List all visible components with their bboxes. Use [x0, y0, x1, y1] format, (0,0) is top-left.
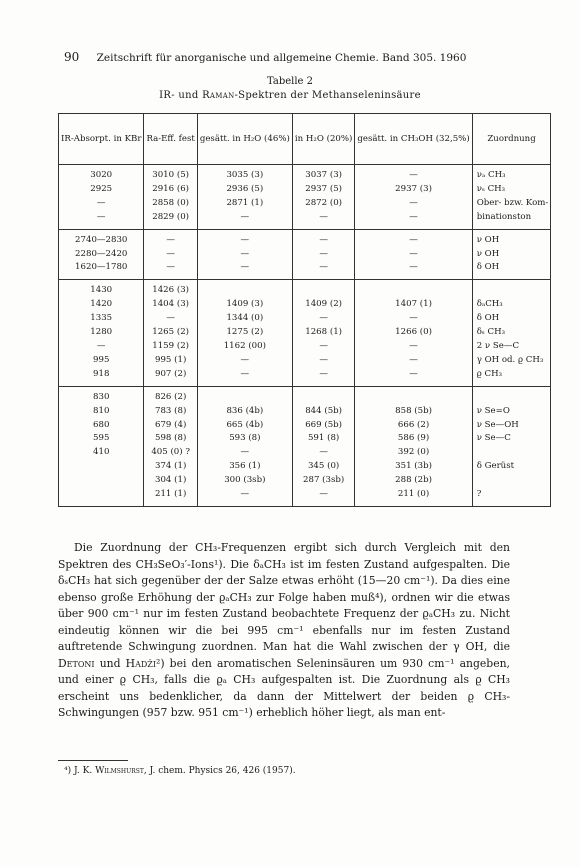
- page-number: 90: [64, 50, 80, 64]
- table-cell: —: [144, 248, 197, 262]
- table-row: [59, 248, 551, 262]
- table-cell: 836 (4b): [197, 405, 292, 419]
- table-cell: 1426 (3): [144, 280, 197, 298]
- table-cell: 1409 (3): [197, 298, 292, 312]
- table-cell: —: [292, 248, 355, 262]
- table-header-row: [59, 114, 551, 165]
- col-header-assignment: Zuordnung: [472, 114, 551, 165]
- table-cell: ν OH: [472, 248, 551, 262]
- table-row: [59, 386, 551, 404]
- table-cell: 356 (1): [197, 460, 292, 474]
- table-cell: —: [197, 211, 292, 229]
- table-cell: 1404 (3): [144, 298, 197, 312]
- table-cell: 304 (1): [144, 474, 197, 488]
- table-cell: —: [59, 197, 144, 211]
- table-cell: 669 (5b): [292, 419, 355, 433]
- table-cell: —: [355, 229, 472, 247]
- table-cell: 2916 (6): [144, 183, 197, 197]
- col-header-ir: IR-Absorpt. in KBr: [59, 114, 144, 165]
- table-cell: —: [355, 165, 472, 183]
- table-row: [59, 229, 551, 247]
- table-cell: 586 (9): [355, 432, 472, 446]
- table-cell: 1420: [59, 298, 144, 312]
- paragraph: Die Zuordnung der CH₃-Frequenzen ergibt sich durch Vergleich mit den Spektren des CH₃SeO₃′-Ions¹). Die δₐCH₃ ist im festen Zustand aufgespalten. Die δₛCH₃ hat sich gegenüber der der Salze etwas erhöht (15—20 cm⁻¹). Da dies eine ebenso große Erhöhung der ϱₐCH₃ zur Folge haben muß⁴), ordnen wir die etwas über 900 cm⁻¹ nur im festen Zustand beobachtete Frequenz der ϱₐCH₃ zu. Nicht eindeutig können wir die bei 995 cm⁻¹ ebenfalls nur im festen Zustand auftretende Schwingung zuordnen. Man hat die Wahl zwischen der γ OH, die Detoni und Hadži²) bei den aromatischen Seleninsäuren um 930 cm⁻¹ angeben, und einer ϱ CH₃, falls die ϱₐ CH₃ aufgespalten ist. Die Zuordnung als ϱ CH₃ erscheint uns bedenklicher, da dann der Mittelwert der beiden ϱ CH₃-Schwingungen (957 bzw. 951 cm⁻¹) erheblich höher liegt, als man ent-: [58, 541, 510, 719]
- table-row: [59, 446, 551, 460]
- table-cell: 288 (2b): [355, 474, 472, 488]
- table-group: [59, 229, 551, 280]
- table-cell: ν Se—C: [472, 432, 551, 446]
- table-cell: 1275 (2): [197, 326, 292, 340]
- table-cell: 907 (2): [144, 368, 197, 386]
- table-row: [59, 488, 551, 506]
- table-row: [59, 326, 551, 340]
- table-cell: 679 (4): [144, 419, 197, 433]
- table-cell: —: [355, 368, 472, 386]
- table-cell: —: [292, 354, 355, 368]
- table-cell: —: [355, 211, 472, 229]
- table-cell: —: [292, 488, 355, 506]
- table-cell: —: [197, 446, 292, 460]
- table-cell: —: [355, 248, 472, 262]
- table-cell: γ OH od. ϱ CH₃: [472, 354, 551, 368]
- table-cell: 995 (1): [144, 354, 197, 368]
- table-cell: 810: [59, 405, 144, 419]
- table-cell: —: [292, 340, 355, 354]
- table-cell: 591 (8): [292, 432, 355, 446]
- table-cell: 374 (1): [144, 460, 197, 474]
- table-cell: 3037 (3): [292, 165, 355, 183]
- table-cell: δₐCH₃: [472, 298, 551, 312]
- table-cell: 783 (8): [144, 405, 197, 419]
- table-cell: —: [355, 261, 472, 279]
- table-cell: 211 (0): [355, 488, 472, 506]
- table-cell: —: [292, 446, 355, 460]
- table-cell: [59, 488, 144, 506]
- table-cell: 826 (2): [144, 386, 197, 404]
- table-group: [59, 280, 551, 386]
- table-cell: —: [59, 211, 144, 229]
- col-header-h2o-saturated: gesätt. in H₂O (46%): [197, 114, 292, 165]
- table-row: [59, 368, 551, 386]
- table-cell: 2937 (3): [355, 183, 472, 197]
- table-cell: 1407 (1): [355, 298, 472, 312]
- table-cell: [472, 474, 551, 488]
- spectra-table: [58, 113, 551, 507]
- table-cell: 2280—2420: [59, 248, 144, 262]
- table-cell: —: [355, 340, 472, 354]
- table-cell: [355, 280, 472, 298]
- table-cell: Ober- bzw. Kom-: [472, 197, 551, 211]
- table-cell: —: [355, 312, 472, 326]
- table-cell: 1344 (0): [197, 312, 292, 326]
- footnote-rule: [58, 760, 128, 761]
- table-cell: [292, 280, 355, 298]
- table-cell: —: [144, 312, 197, 326]
- table-cell: 2872 (0): [292, 197, 355, 211]
- table-cell: 2 ν Se—C: [472, 340, 551, 354]
- table-cell: 680: [59, 419, 144, 433]
- table-cell: —: [197, 261, 292, 279]
- table-cell: 3035 (3): [197, 165, 292, 183]
- table-cell: 1266 (0): [355, 326, 472, 340]
- table-cell: [472, 386, 551, 404]
- table-caption: Tabelle 2: [266, 76, 314, 87]
- table-cell: δₛ CH₃: [472, 326, 551, 340]
- table-row: [59, 419, 551, 433]
- table-title: IR- und Raman-Spektren der Methanseleninsäure: [159, 90, 421, 101]
- table-cell: —: [197, 248, 292, 262]
- table-cell: 2937 (5): [292, 183, 355, 197]
- col-header-h2o-20: in H₂O (20%): [292, 114, 355, 165]
- table-cell: —: [355, 197, 472, 211]
- table-cell: 844 (5b): [292, 405, 355, 419]
- table-cell: 1409 (2): [292, 298, 355, 312]
- table-row: [59, 405, 551, 419]
- table-row: [59, 211, 551, 229]
- table-cell: ν Se=O: [472, 405, 551, 419]
- table-cell: 666 (2): [355, 419, 472, 433]
- table-cell: binationston: [472, 211, 551, 229]
- table-row: [59, 474, 551, 488]
- table-row: [59, 340, 551, 354]
- table-cell: 1620—1780: [59, 261, 144, 279]
- table-cell: ν Se—OH: [472, 419, 551, 433]
- col-header-raman: Ra-Eff. fest: [144, 114, 197, 165]
- table-cell: —: [197, 368, 292, 386]
- table-row: [59, 432, 551, 446]
- table-cell: 2858 (0): [144, 197, 197, 211]
- body-text: [58, 540, 510, 722]
- table-cell: 665 (4b): [197, 419, 292, 433]
- table-row: [59, 197, 551, 211]
- table-cell: [472, 280, 551, 298]
- table-cell: —: [292, 229, 355, 247]
- table-cell: [59, 460, 144, 474]
- table-cell: 2740—2830: [59, 229, 144, 247]
- table-cell: ν OH: [472, 229, 551, 247]
- journal-title: Zeitschrift für anorganische und allgemeine Chemie. Band 305. 1960: [96, 52, 467, 64]
- table-group: [59, 165, 551, 230]
- table-cell: [59, 474, 144, 488]
- table-cell: 593 (8): [197, 432, 292, 446]
- table-cell: 1335: [59, 312, 144, 326]
- table-row: [59, 354, 551, 368]
- table-row: [59, 165, 551, 183]
- table-cell: —: [355, 354, 472, 368]
- table-cell: 858 (5b): [355, 405, 472, 419]
- table-cell: —: [292, 312, 355, 326]
- table-cell: 1265 (2): [144, 326, 197, 340]
- table-row: [59, 261, 551, 279]
- table-cell: [197, 280, 292, 298]
- table-cell: —: [144, 229, 197, 247]
- table-cell: νₐ CH₃: [472, 165, 551, 183]
- table-cell: νₛ CH₃: [472, 183, 551, 197]
- running-head: [64, 50, 504, 64]
- table-cell: 211 (1): [144, 488, 197, 506]
- table-cell: 287 (3sb): [292, 474, 355, 488]
- table-cell: 1430: [59, 280, 144, 298]
- table-cell: —: [292, 368, 355, 386]
- table-cell: [472, 446, 551, 460]
- table-cell: 300 (3sb): [197, 474, 292, 488]
- table-cell: 918: [59, 368, 144, 386]
- table-row: [59, 298, 551, 312]
- table-cell: 3010 (5): [144, 165, 197, 183]
- table-cell: 392 (0): [355, 446, 472, 460]
- table-group: [59, 386, 551, 506]
- table-cell: —: [59, 340, 144, 354]
- footnote: ⁴) J. K. Wilmshurst, J. chem. Physics 26, 426 (1957).: [64, 766, 296, 776]
- table-cell: —: [144, 261, 197, 279]
- table-cell: —: [197, 229, 292, 247]
- table-cell: ?: [472, 488, 551, 506]
- table-cell: 595: [59, 432, 144, 446]
- table-row: [59, 460, 551, 474]
- table-cell: 830: [59, 386, 144, 404]
- table-cell: —: [292, 211, 355, 229]
- table-cell: 345 (0): [292, 460, 355, 474]
- table-cell: [197, 386, 292, 404]
- table-cell: 1280: [59, 326, 144, 340]
- table-cell: —: [292, 261, 355, 279]
- table-cell: δ OH: [472, 312, 551, 326]
- table-row: [59, 183, 551, 197]
- table-cell: 405 (0) ?: [144, 446, 197, 460]
- table-cell: [292, 386, 355, 404]
- table-row: [59, 280, 551, 298]
- table-cell: —: [197, 488, 292, 506]
- table-cell: —: [197, 354, 292, 368]
- table-cell: 2871 (1): [197, 197, 292, 211]
- table-cell: 351 (3b): [355, 460, 472, 474]
- col-header-ch3oh: gesätt. in CH₃OH (32,5%): [355, 114, 472, 165]
- table-cell: 995: [59, 354, 144, 368]
- table-cell: 2936 (5): [197, 183, 292, 197]
- table-cell: 3020: [59, 165, 144, 183]
- table-cell: 1159 (2): [144, 340, 197, 354]
- table-cell: δ Gerüst: [472, 460, 551, 474]
- table-cell: 598 (8): [144, 432, 197, 446]
- table-cell: [355, 386, 472, 404]
- table-cell: ϱ CH₃: [472, 368, 551, 386]
- table-cell: 1162 (00): [197, 340, 292, 354]
- table-cell: 2829 (0): [144, 211, 197, 229]
- table-cell: 1268 (1): [292, 326, 355, 340]
- table-cell: 2925: [59, 183, 144, 197]
- table-cell: 410: [59, 446, 144, 460]
- table-row: [59, 312, 551, 326]
- table-cell: δ OH: [472, 261, 551, 279]
